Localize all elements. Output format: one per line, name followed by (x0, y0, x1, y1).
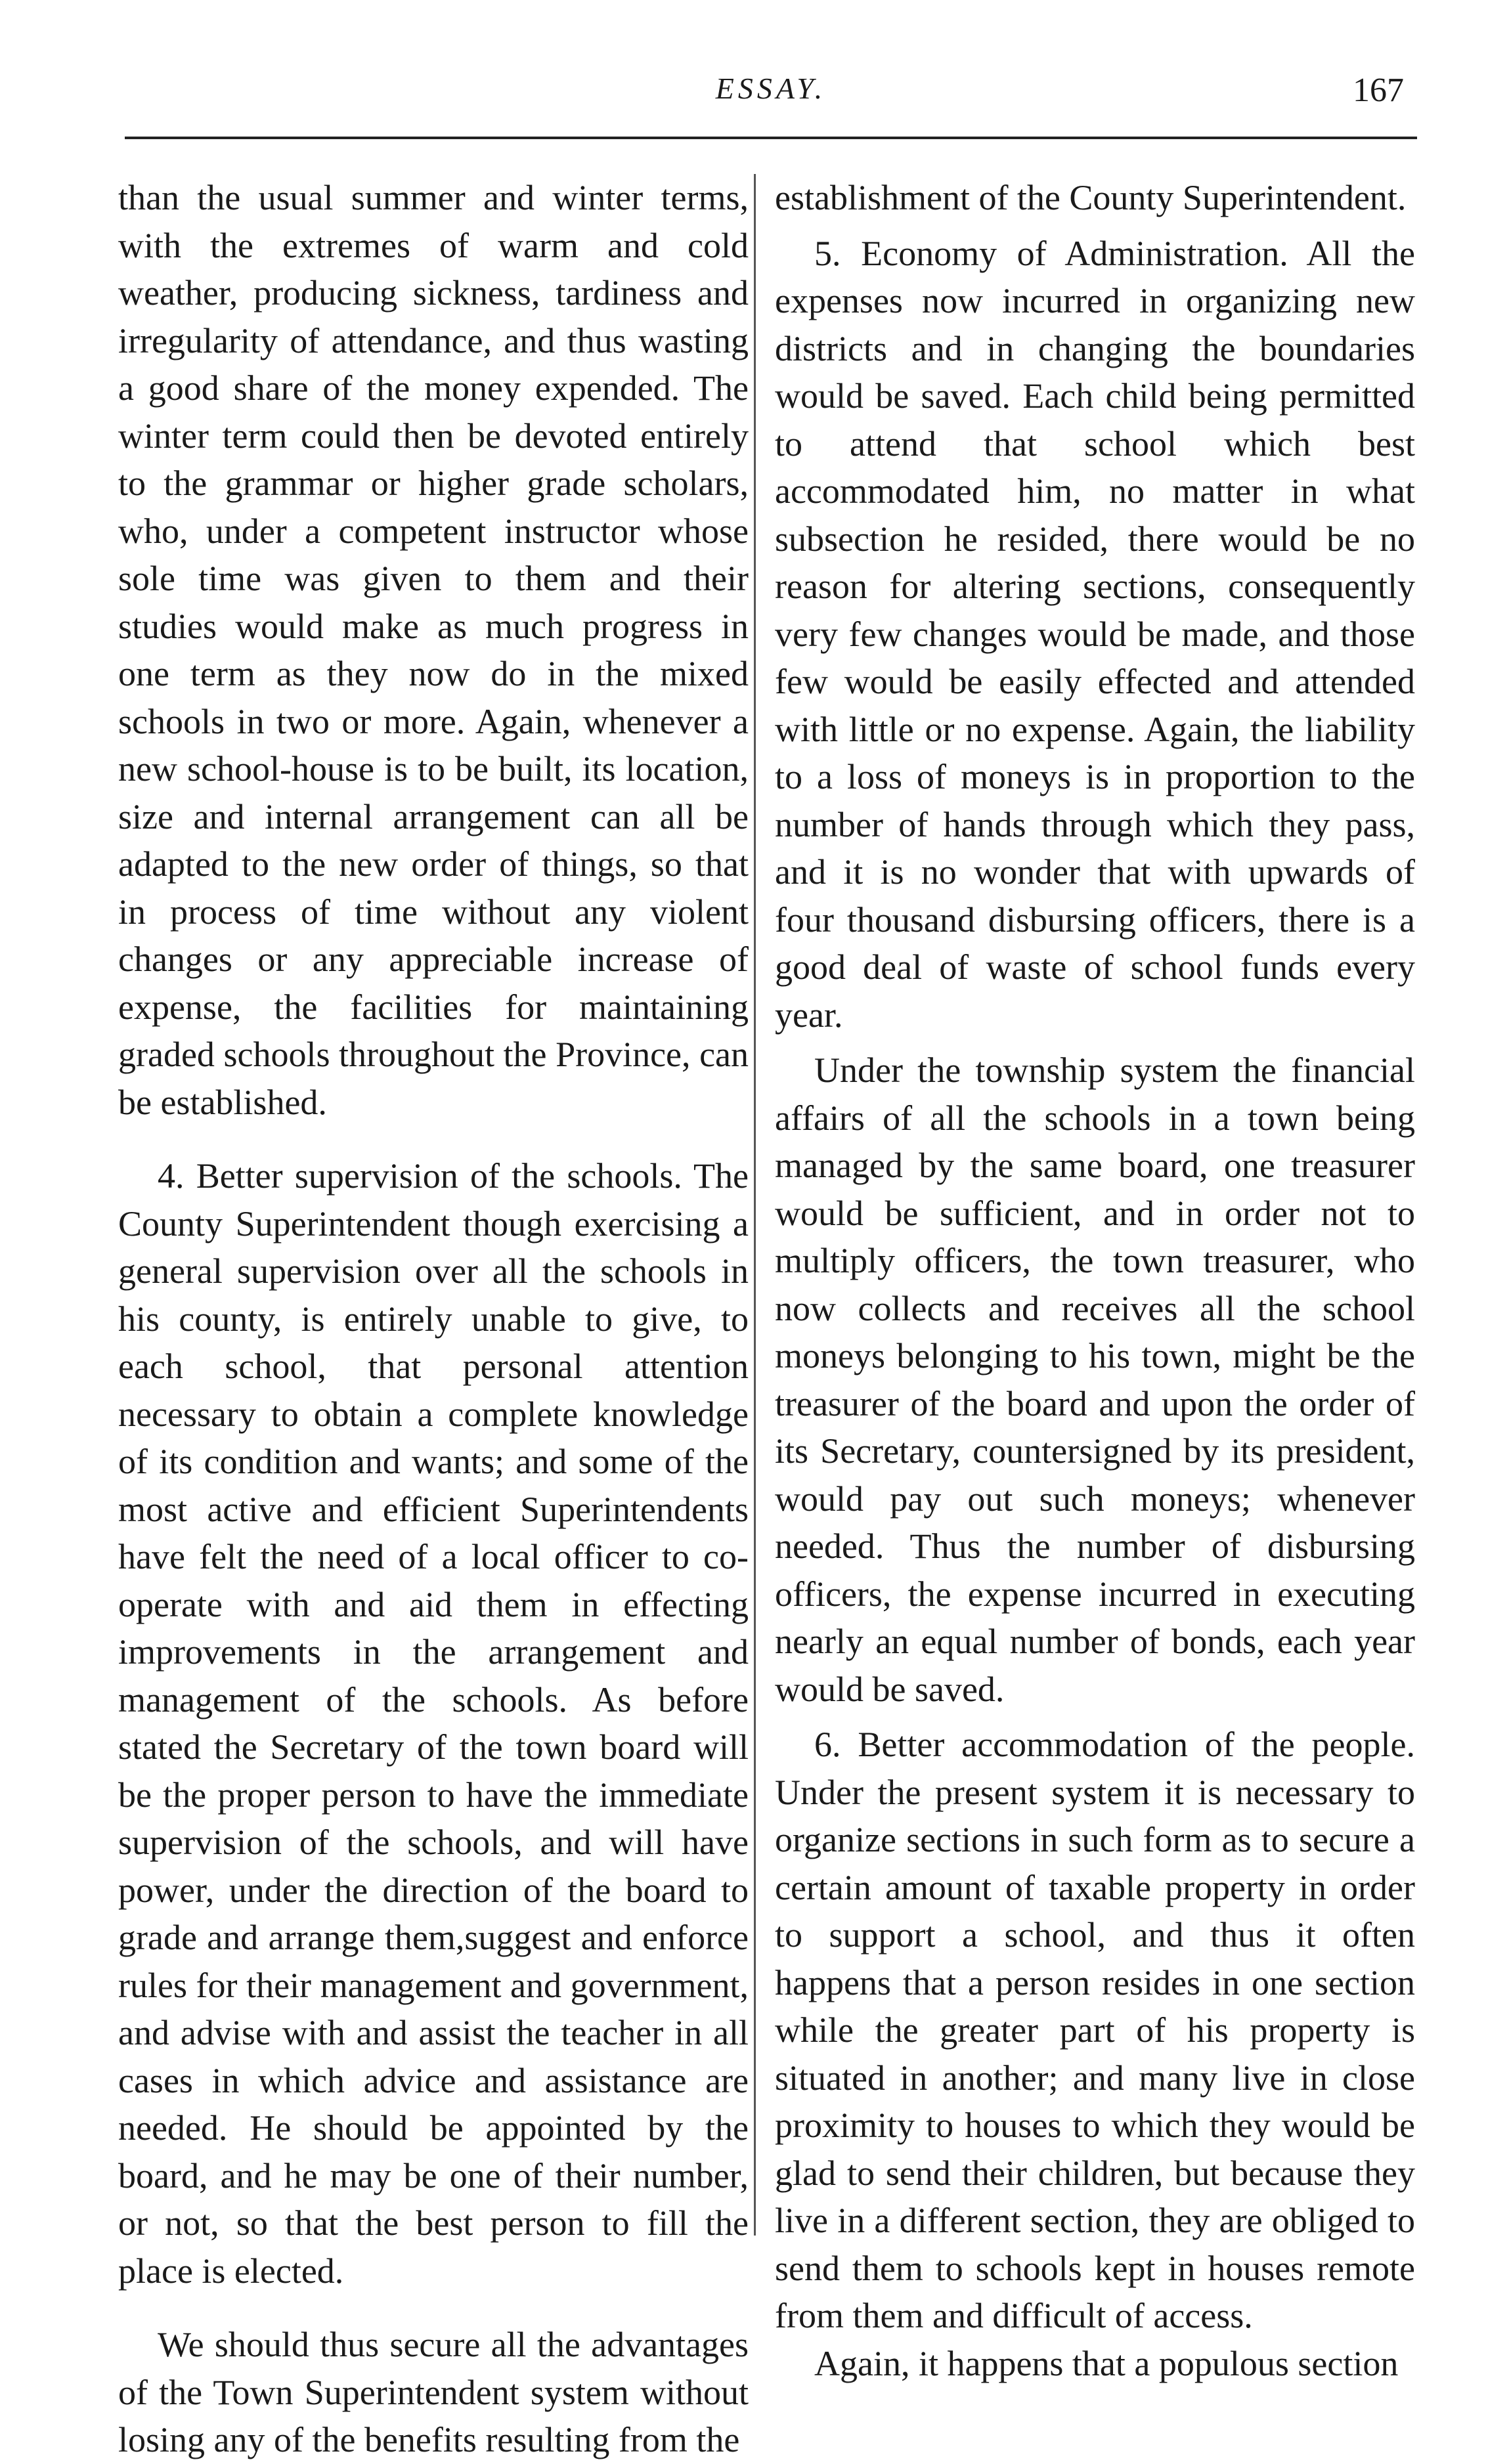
paragraph: 4. Better supervision of the schools. The County Superintendent though exercising a general supervision over all the schools in his county, is entirely unable to give, to each school, that personal attention necessary to obtain a complete knowledge of its condition and wants; and some of the most active and efficient Superintendents have felt the need of a local officer to co-operate with and aid them in effecting improvements in the arrangement and management of the schools. As before stated the Secretary of the town board will be the proper person to have the immediate supervision of the schools, and will have power, under the direction of the board to grade and arrange them,suggest and enforce rules for their management and government, and advise with and assist the teacher in all cases in which advice and assistance are needed. He should be appointed by the board, and he may be one of their number, or not, so that the best person to fill the place is elected. (118, 1156, 749, 2291)
paragraph: 6. Better accommodation of the people. Under the present system it is necessary to organize sections in such form as to secure a certain amount of taxable property in order to support a school, and thus it often happens that a person resides in one section while the greater part of his property is situated in another; and many live in close proximity to houses to which they would be glad to send their children, but because they live in a different section, they are obliged to send them to schools kept in houses remote from them and difficult of access. (775, 1725, 1415, 2335)
paragraph: We should thus secure all the advantages of the Town Superintendent system without losing any of the benefits resulting from the (118, 2325, 749, 2459)
header-rule (125, 137, 1417, 139)
paragraph: than the usual summer and winter terms, with the extremes of warm and cold weather, producing sickness, tardiness and irregularity of attendance, and thus wasting a good share of the money expended. The winter term could then be devoted entirely to the grammar or higher grade scholars, who, under a competent instructor whose sole time was given to them and their studies would make as much progress in one term as they now do in the mixed schools in two or more. Again, whenever a new school-house is to be built, its location, size and internal arrangement can all be adapted to the new order of things, so that in process of time without any violent changes or any appreciable increase of expense, the facilities for maintaining graded schools throughout the Province, can be established. (118, 178, 749, 1122)
page-header (125, 71, 1417, 143)
paragraph: Again, it happens that a populous section (814, 2343, 1399, 2383)
paragraph: Under the township system the financial affairs of all the schools in a town being managed by the same board, one treasurer would be sufficient, and in order not to multiply officers, the town treasurer, who now collects and receives all the school moneys belonging to his town, might be the treasurer of the board and upon the order of its Secretary, countersigned by its president, would pay out such moneys; whenever needed. Thus the number of disbursing officers, the expense incurred in executing nearly an equal number of bonds, each year would be saved. (775, 1050, 1415, 1709)
left-column (118, 174, 749, 2464)
page-number: 167 (1353, 72, 1404, 109)
paragraph: establishment of the County Superintendent. (775, 178, 1407, 217)
right-column (775, 174, 1415, 2387)
column-divider (754, 174, 756, 2236)
running-head: ESSAY. (715, 72, 827, 105)
paragraph: 5. Economy of Administration. All the expenses now incurred in organizing new districts and in changing the boundaries would be saved. Each child being permitted to attend that school which best accommodated him, no matter in what subsection he resided, there would be no reason for altering sections, consequently very few changes would be made, and those few would be easily effected and attended with little or no expense. Again, the liability to a loss of moneys is in proportion to the number of hands through which they pass, and it is no wonder that with upwards of four thousand disbursing officers, there is a good deal of waste of school funds every year. (775, 233, 1415, 1035)
